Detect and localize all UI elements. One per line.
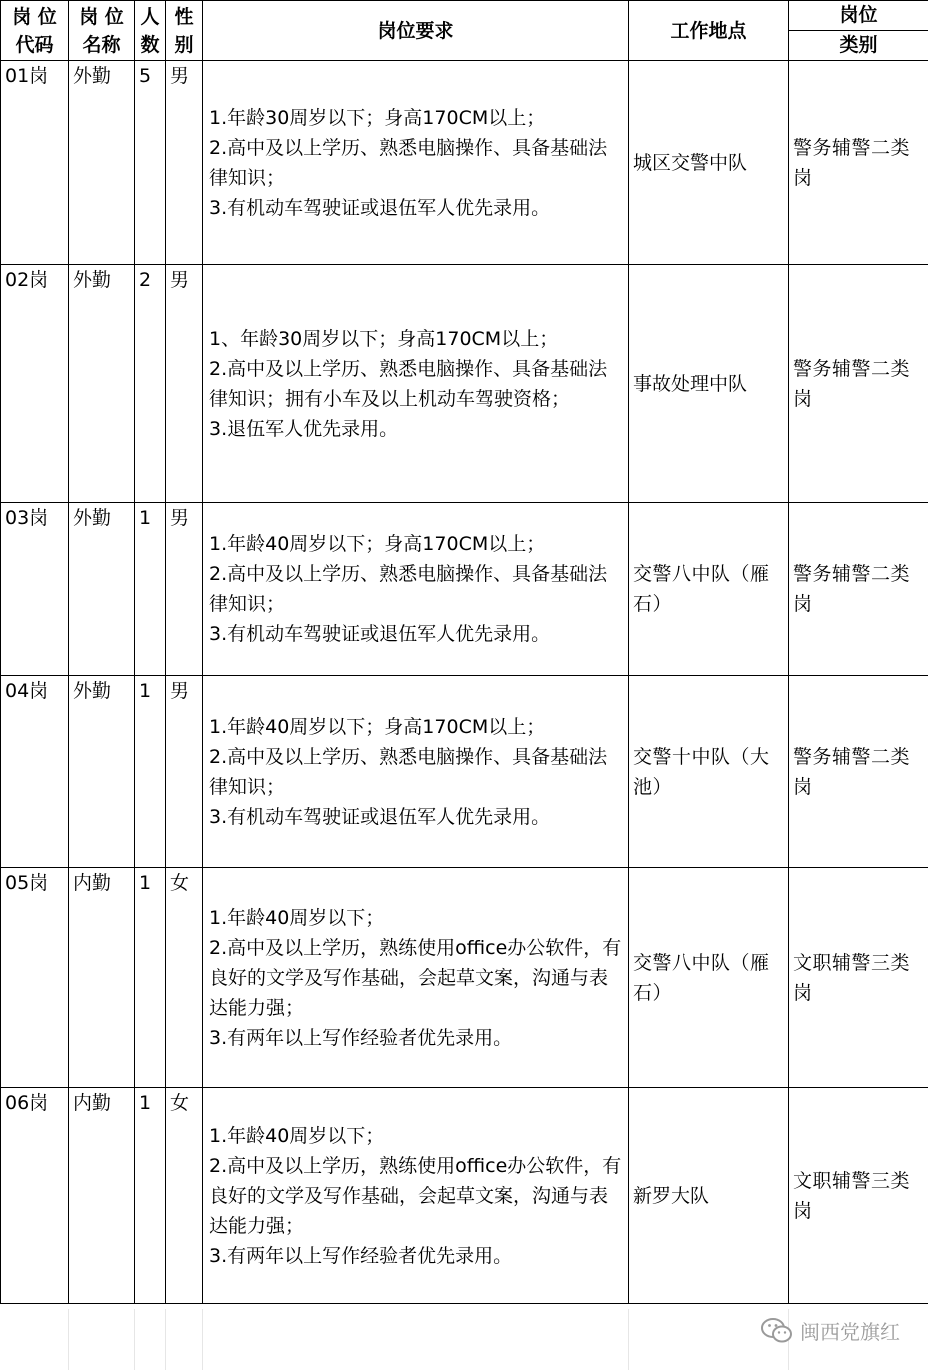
row-category: 警务辅警二类岗	[789, 503, 928, 676]
watermark	[760, 1316, 900, 1345]
header-requirements: 岗位要求	[203, 1, 629, 61]
row-requirements: 1、年龄30周岁以下；身高170CM以上； 2.高中及以上学历、熟悉电脑操作、具备基础法律知识；拥有小车及以上机动车驾驶资格； 3.退伍军人优先录用。	[203, 265, 629, 503]
row-requirements: 1.年龄30周岁以下；身高170CM以上； 2.高中及以上学历、熟悉电脑操作、具备基础法律知识； 3.有机动车驾驶证或退伍军人优先录用。	[203, 61, 629, 265]
row-location: 新罗大队	[629, 1088, 789, 1304]
row-count: 1	[135, 868, 166, 1088]
row-requirements: 1.年龄40周岁以下；身高170CM以上； 2.高中及以上学历、熟悉电脑操作、具备基础法律知识； 3.有机动车驾驶证或退伍军人优先录用。	[203, 676, 629, 868]
row-count: 1	[135, 503, 166, 676]
header-code: 岗 位代码	[1, 1, 69, 61]
table-row	[1, 503, 928, 676]
row-location: 交警八中队（雁石）	[629, 868, 789, 1088]
header-count: 人数	[135, 1, 166, 61]
table-row	[1, 265, 928, 503]
table-row	[1, 61, 928, 265]
table-row	[1, 868, 928, 1088]
row-name: 外勤	[69, 265, 135, 503]
row-count: 1	[135, 676, 166, 868]
table-row	[1, 1088, 928, 1304]
row-gender: 男	[166, 61, 203, 265]
row-gender: 男	[166, 503, 203, 676]
row-count: 1	[135, 1088, 166, 1304]
row-category: 警务辅警二类岗	[789, 676, 928, 868]
header-location: 工作地点	[629, 1, 789, 61]
header-name: 岗 位名称	[69, 1, 135, 61]
row-name: 内勤	[69, 868, 135, 1088]
header-category-bottom: 类别	[839, 34, 878, 56]
row-location: 交警八中队（雁石）	[629, 503, 789, 676]
row-name: 外勤	[69, 676, 135, 868]
row-category: 警务辅警二类岗	[789, 61, 928, 265]
row-category: 文职辅警三类岗	[789, 868, 928, 1088]
row-code: 06岗	[1, 1088, 69, 1304]
wechat-icon	[760, 1317, 794, 1345]
row-count: 5	[135, 61, 166, 265]
row-category: 警务辅警二类岗	[789, 265, 928, 503]
header-category	[789, 1, 928, 61]
row-code: 02岗	[1, 265, 69, 503]
row-gender: 女	[166, 1088, 203, 1304]
row-gender: 女	[166, 868, 203, 1088]
row-requirements: 1.年龄40周岁以下； 2.高中及以上学历，熟练使用office办公软件，有良好的文学及写作基础，会起草文案，沟通与表达能力强； 3.有两年以上写作经验者优先录用。	[203, 868, 629, 1088]
row-requirements: 1.年龄40周岁以下； 2.高中及以上学历，熟练使用office办公软件，有良好的文学及写作基础，会起草文案，沟通与表达能力强； 3.有两年以上写作经验者优先录用。	[203, 1088, 629, 1304]
row-code: 04岗	[1, 676, 69, 868]
header-gender: 性别	[166, 1, 203, 61]
row-name: 外勤	[69, 503, 135, 676]
row-gender: 男	[166, 265, 203, 503]
watermark-text: 闽西党旗红	[800, 1320, 900, 1344]
row-code: 05岗	[1, 868, 69, 1088]
header-category-top: 岗位	[789, 1, 928, 31]
row-location: 交警十中队（大池）	[629, 676, 789, 868]
header-row	[1, 1, 928, 61]
row-requirements: 1.年龄40周岁以下；身高170CM以上； 2.高中及以上学历、熟悉电脑操作、具备基础法律知识； 3.有机动车驾驶证或退伍军人优先录用。	[203, 503, 629, 676]
row-name: 内勤	[69, 1088, 135, 1304]
row-location: 事故处理中队	[629, 265, 789, 503]
row-location: 城区交警中队	[629, 61, 789, 265]
table-row	[1, 676, 928, 868]
row-category: 文职辅警三类岗	[789, 1088, 928, 1304]
row-gender: 男	[166, 676, 203, 868]
row-code: 03岗	[1, 503, 69, 676]
row-name: 外勤	[69, 61, 135, 265]
row-code: 01岗	[1, 61, 69, 265]
row-count: 2	[135, 265, 166, 503]
